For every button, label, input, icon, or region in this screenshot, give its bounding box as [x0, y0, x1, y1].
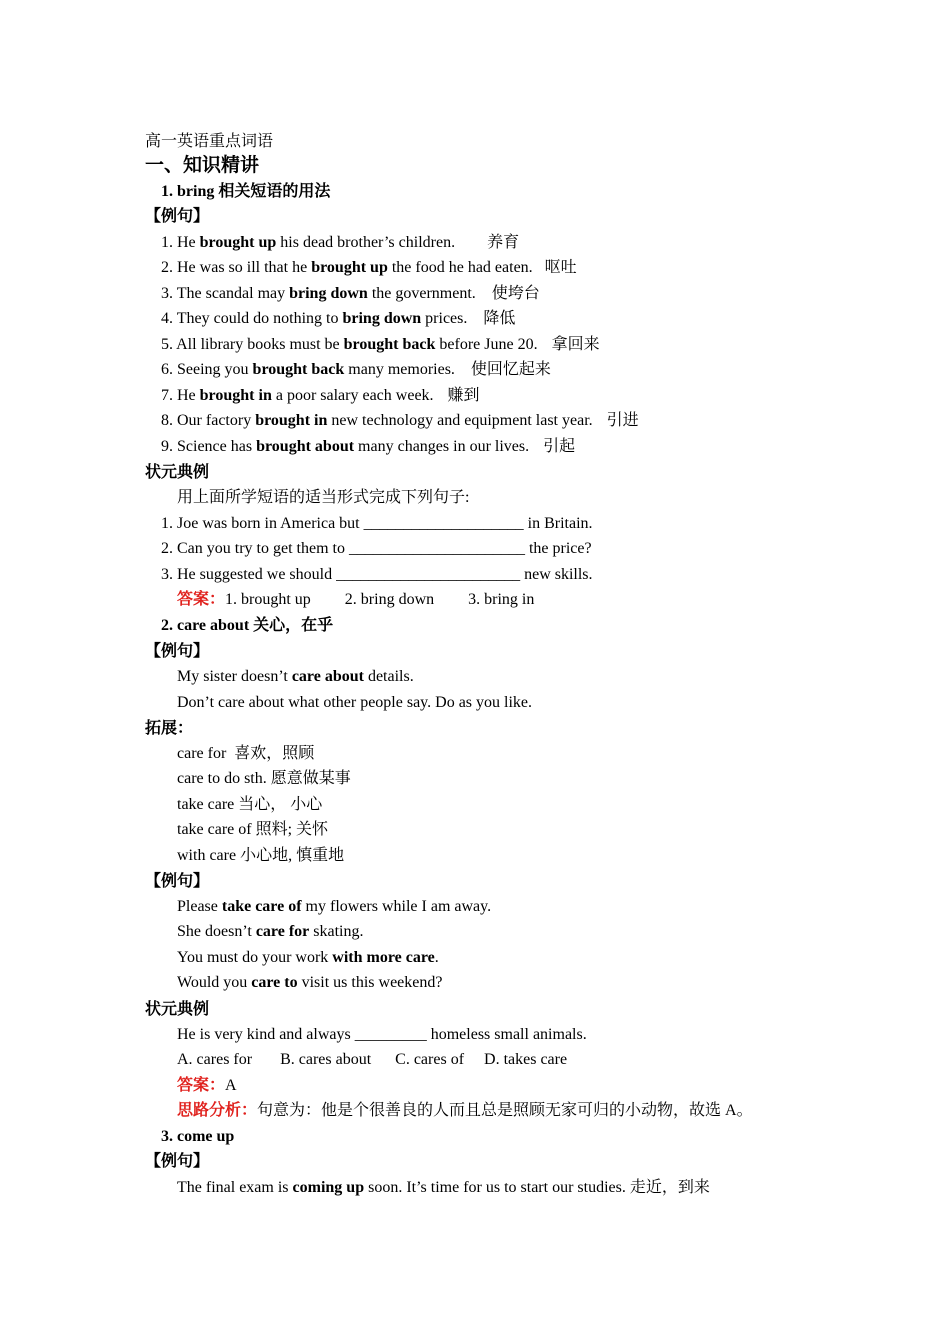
example-sentence: The final exam is coming up soon. It’s time for us to start our studies. 走近，到来: [177, 1179, 710, 1196]
practice-label: 状元典例: [145, 1001, 210, 1018]
answer-line: 答案：A: [177, 1077, 237, 1094]
extend-item: take care 当心， 小心: [177, 796, 323, 813]
example-label: 【例句】: [145, 643, 210, 660]
practice-instruction: 用上面所学短语的适当形式完成下列句子:: [177, 489, 470, 506]
example-sentence: 3. The scandal may bring down the government. 使垮台: [161, 285, 540, 302]
example-label: 【例句】: [145, 1153, 210, 1170]
example-sentence: 6. Seeing you brought back many memories. 使回忆起来: [161, 361, 551, 378]
extend-item: care to do sth. 愿意做某事: [177, 770, 351, 787]
extend-item: care for 喜欢，照顾: [177, 745, 315, 762]
item2-heading: 2. care about 关心，在乎: [161, 617, 334, 634]
section-heading: 一、知识精讲: [145, 155, 260, 176]
example-sentence: My sister doesn’t care about details.: [177, 668, 414, 685]
answer-label: 答案：: [177, 1077, 226, 1094]
example-sentence: 9. Science has brought about many changes in our lives. 引起: [161, 438, 576, 455]
example-sentence: 7. He brought in a poor salary each week. 赚到: [161, 387, 480, 404]
answer-label: 答案：: [177, 591, 226, 608]
practice-question: 3. He suggested we should _______________________ new skills.: [161, 566, 593, 583]
example-sentence: 8. Our factory brought in new technology and equipment last year. 引进: [161, 412, 639, 429]
example-label: 【例句】: [145, 873, 210, 890]
example-sentence: Please take care of my flowers while I am away.: [177, 898, 492, 915]
practice-question: He is very kind and always _________ homeless small animals.: [177, 1026, 587, 1043]
answer-line: 答案：1. brought up 2. bring down 3. bring in: [177, 591, 535, 608]
example-sentence: 5. All library books must be brought back before June 20. 拿回来: [161, 336, 600, 353]
example-sentence: Don’t care about what other people say. Do as you like.: [177, 694, 533, 711]
example-sentence: You must do your work with more care.: [177, 949, 439, 966]
options-line: A. cares for B. cares about C. cares of D. takes care: [177, 1051, 568, 1068]
document-title: 高一英语重点词语: [145, 133, 274, 150]
example-sentence: 2. He was so ill that he brought up the food he had eaten. 呕吐: [161, 259, 577, 276]
practice-label: 状元典例: [145, 464, 210, 481]
example-sentence: 4. They could do nothing to bring down prices. 降低: [161, 310, 516, 327]
extend-item: with care 小心地, 慎重地: [177, 847, 345, 864]
example-label: 【例句】: [145, 208, 210, 225]
example-sentence: 1. He brought up his dead brother’s children. 养育: [161, 234, 520, 251]
example-sentence: She doesn’t care for skating.: [177, 923, 364, 940]
analysis-label: 思路分析：: [177, 1102, 258, 1119]
item3-heading: 3. come up: [161, 1128, 235, 1145]
extend-item: take care of 照料; 关怀: [177, 821, 329, 838]
extend-label: 拓展：: [145, 720, 194, 737]
item1-heading: 1. bring 相关短语的用法: [161, 183, 331, 200]
practice-question: 1. Joe was born in America but ____________________ in Britain.: [161, 515, 593, 532]
analysis-line: 思路分析：句意为：他是个很善良的人而且总是照顾无家可归的小动物，故选 A。: [177, 1102, 753, 1119]
example-sentence: Would you care to visit us this weekend?: [177, 974, 443, 991]
practice-question: 2. Can you try to get them to ______________________ the price?: [161, 540, 592, 557]
